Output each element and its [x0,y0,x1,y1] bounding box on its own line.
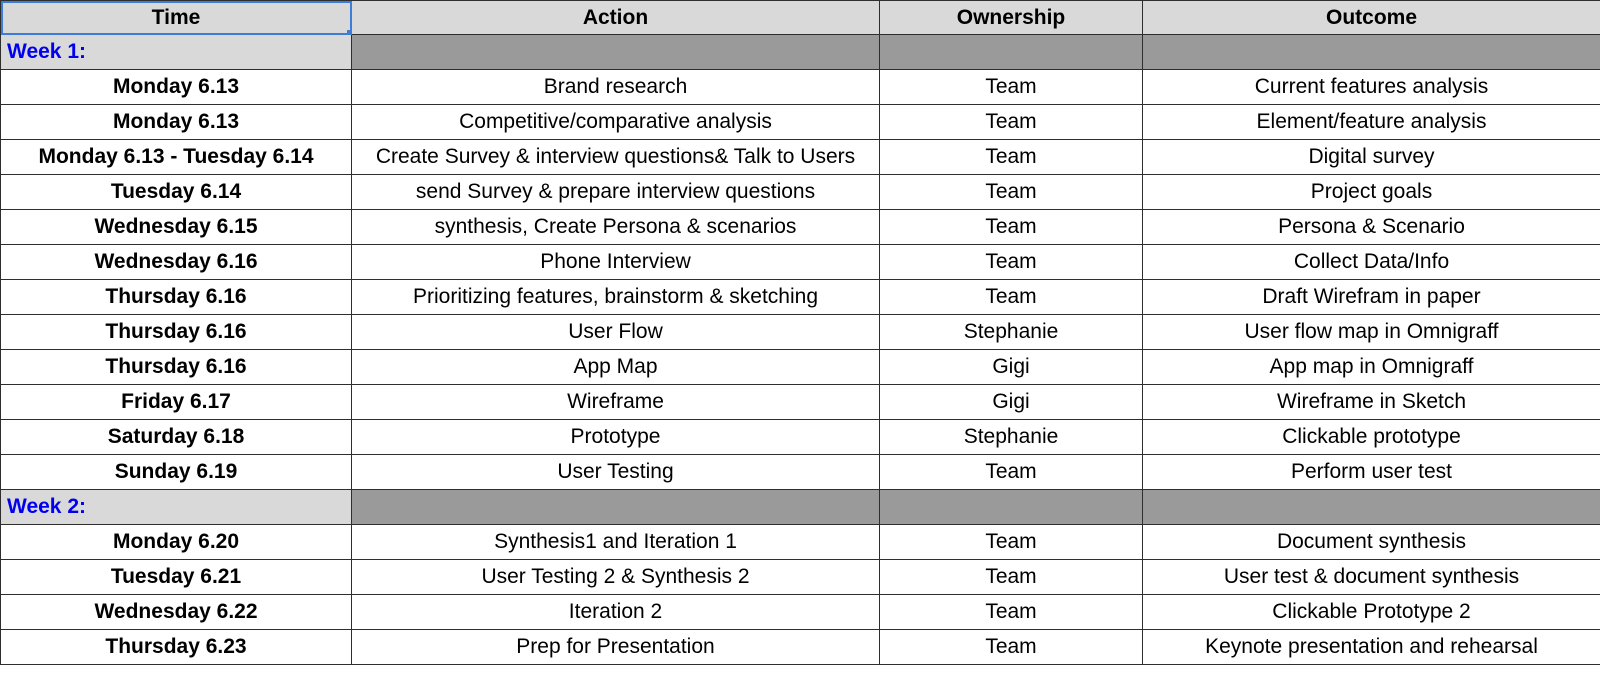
time-cell[interactable]: Saturday 6.18 [1,420,352,455]
ownership-cell[interactable]: Team [880,630,1143,665]
outcome-cell[interactable]: User flow map in Omnigraff [1143,315,1600,350]
table-row [1,455,1600,490]
action-cell[interactable]: Brand research [352,70,880,105]
time-cell[interactable]: Thursday 6.23 [1,630,352,665]
outcome-cell[interactable]: Project goals [1143,175,1600,210]
time-cell[interactable]: Wednesday 6.22 [1,595,352,630]
action-cell[interactable]: User Testing [352,455,880,490]
time-cell[interactable]: Sunday 6.19 [1,455,352,490]
ownership-cell[interactable]: Stephanie [880,315,1143,350]
outcome-cell[interactable]: Keynote presentation and rehearsal [1143,630,1600,665]
ownership-cell[interactable]: Team [880,525,1143,560]
time-cell[interactable]: Thursday 6.16 [1,280,352,315]
schedule-table-body [1,1,1600,665]
ownership-cell[interactable]: Team [880,560,1143,595]
time-cell[interactable]: Thursday 6.16 [1,315,352,350]
action-cell[interactable]: Phone Interview [352,245,880,280]
table-row [1,140,1600,175]
time-cell[interactable]: Thursday 6.16 [1,350,352,385]
table-row [1,245,1600,280]
outcome-cell[interactable]: Collect Data/Info [1143,245,1600,280]
ownership-cell[interactable]: Gigi [880,385,1143,420]
week-band-cell[interactable] [880,490,1143,525]
action-cell[interactable]: Competitive/comparative analysis [352,105,880,140]
outcome-cell[interactable]: App map in Omnigraff [1143,350,1600,385]
action-cell[interactable]: send Survey & prepare interview questions [352,175,880,210]
action-cell[interactable]: Iteration 2 [352,595,880,630]
ownership-cell[interactable]: Team [880,455,1143,490]
table-row [1,420,1600,455]
week-band-cell[interactable] [1143,35,1600,70]
outcome-cell[interactable]: Current features analysis [1143,70,1600,105]
time-cell[interactable]: Tuesday 6.21 [1,560,352,595]
table-row [1,595,1600,630]
table-row [1,350,1600,385]
outcome-cell[interactable]: Clickable Prototype 2 [1143,595,1600,630]
table-row [1,175,1600,210]
action-cell[interactable]: Prototype [352,420,880,455]
ownership-cell[interactable]: Team [880,175,1143,210]
action-cell[interactable]: User Testing 2 & Synthesis 2 [352,560,880,595]
week-label[interactable]: Week 1: [1,35,352,70]
table-row [1,560,1600,595]
outcome-cell[interactable]: Digital survey [1143,140,1600,175]
outcome-cell[interactable]: Clickable prototype [1143,420,1600,455]
time-cell[interactable]: Wednesday 6.16 [1,245,352,280]
time-cell[interactable]: Friday 6.17 [1,385,352,420]
outcome-cell[interactable]: User test & document synthesis [1143,560,1600,595]
time-cell[interactable]: Monday 6.20 [1,525,352,560]
table-row [1,315,1600,350]
week-band-cell[interactable] [880,35,1143,70]
action-cell[interactable]: App Map [352,350,880,385]
time-cell[interactable]: Wednesday 6.15 [1,210,352,245]
action-cell[interactable]: Wireframe [352,385,880,420]
ownership-cell[interactable]: Team [880,245,1143,280]
week-band-cell[interactable] [352,490,880,525]
table-row [1,70,1600,105]
week-label[interactable]: Week 2: [1,490,352,525]
ownership-cell[interactable]: Team [880,70,1143,105]
outcome-cell[interactable]: Draft Wirefram in paper [1143,280,1600,315]
table-row [1,525,1600,560]
outcome-cell[interactable]: Perform user test [1143,455,1600,490]
action-cell[interactable]: Prep for Presentation [352,630,880,665]
selection-fill-handle[interactable] [347,30,352,35]
column-header-action[interactable]: Action [352,1,880,35]
table-row [1,385,1600,420]
table-row [1,105,1600,140]
time-cell[interactable]: Monday 6.13 [1,105,352,140]
week-band-cell[interactable] [352,35,880,70]
ownership-cell[interactable]: Stephanie [880,420,1143,455]
week-header-row [1,35,1600,70]
outcome-cell[interactable]: Persona & Scenario [1143,210,1600,245]
outcome-cell[interactable]: Element/feature analysis [1143,105,1600,140]
table-row [1,280,1600,315]
table-row [1,210,1600,245]
ownership-cell[interactable]: Team [880,105,1143,140]
action-cell[interactable]: Prioritizing features, brainstorm & sketching [352,280,880,315]
action-cell[interactable]: synthesis, Create Persona & scenarios [352,210,880,245]
week-band-cell[interactable] [1143,490,1600,525]
ownership-cell[interactable]: Team [880,210,1143,245]
time-cell[interactable]: Monday 6.13 [1,70,352,105]
ownership-cell[interactable]: Team [880,280,1143,315]
week-header-row [1,490,1600,525]
ownership-cell[interactable]: Team [880,595,1143,630]
ownership-cell[interactable]: Team [880,140,1143,175]
outcome-cell[interactable]: Wireframe in Sketch [1143,385,1600,420]
table-row [1,630,1600,665]
header-row [1,1,1600,35]
action-cell[interactable]: Synthesis1 and Iteration 1 [352,525,880,560]
column-header-time[interactable]: Time [1,1,352,35]
action-cell[interactable]: User Flow [352,315,880,350]
ownership-cell[interactable]: Gigi [880,350,1143,385]
column-header-outcome[interactable]: Outcome [1143,1,1600,35]
outcome-cell[interactable]: Document synthesis [1143,525,1600,560]
column-header-ownership[interactable]: Ownership [880,1,1143,35]
time-cell[interactable]: Monday 6.13 - Tuesday 6.14 [1,140,352,175]
action-cell[interactable]: Create Survey & interview questions& Talk to Users [352,140,880,175]
time-cell[interactable]: Tuesday 6.14 [1,175,352,210]
